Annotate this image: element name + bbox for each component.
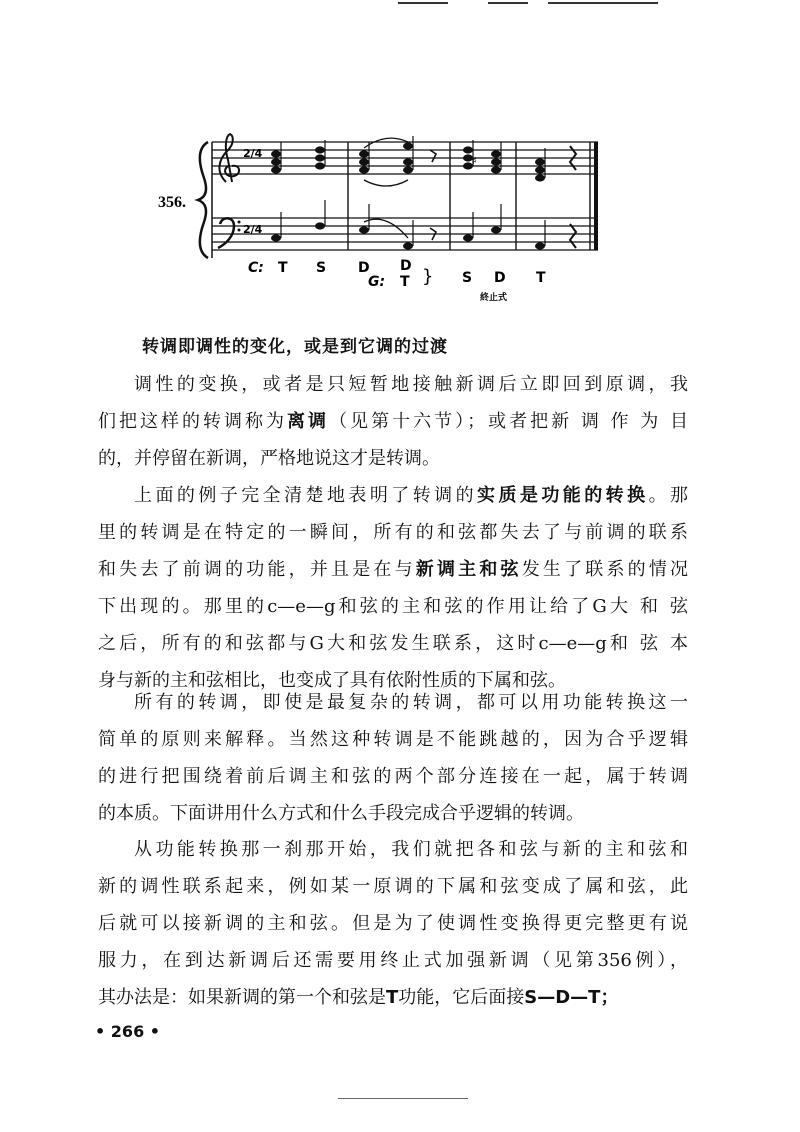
treble-chords bbox=[271, 142, 545, 181]
text-line: 的本质。下面讲用什么方式和什么手段完成合乎逻辑的转调。 bbox=[98, 803, 584, 824]
music-example-356 bbox=[150, 120, 610, 305]
svg-text:♯: ♯ bbox=[472, 156, 477, 167]
text-line: 从功能转换那一刹那开始，我们就把各和弦与新的主和弦和 bbox=[134, 839, 688, 860]
eighth-rest-treble bbox=[430, 150, 436, 162]
svg-text:S: S bbox=[462, 270, 473, 286]
paragraph-3 bbox=[98, 684, 688, 832]
bass-clef bbox=[218, 218, 234, 248]
svg-text:T: T bbox=[400, 274, 410, 290]
quarter-rest-bass bbox=[570, 224, 576, 248]
text-line: 调性的变换，或者是只短暂地接触新调后立即回到原调，我 bbox=[134, 374, 688, 395]
bass-time-signature: 2/4 bbox=[243, 223, 263, 236]
cadence-label: 終止式 bbox=[480, 293, 508, 303]
text-line: 所有的转调，即使是最复杂的转调，都可以用功能转换这一 bbox=[134, 692, 688, 713]
page-number: • 266 • bbox=[95, 1022, 160, 1041]
svg-text:D: D bbox=[358, 260, 370, 276]
text-line: 下出现的。那里的c—e—g和弦的主和弦的作用让给了G大 和 弦 bbox=[98, 596, 688, 617]
top-rule-2 bbox=[488, 2, 528, 4]
section-heading: 转调即调性的变化，或是到它调的过渡 bbox=[142, 337, 448, 357]
svg-text:}: } bbox=[422, 266, 434, 287]
bold-term: 离调 bbox=[287, 411, 330, 432]
slur-bass bbox=[364, 219, 408, 238]
grand-staff-brace bbox=[198, 142, 208, 258]
tie-middle bbox=[364, 180, 408, 186]
bold-term: 实质是功能的转换 bbox=[477, 485, 649, 506]
svg-text:S: S bbox=[316, 260, 327, 276]
text-line: 简单的原则来解释。当然这种转调是不能跳越的，因为合乎逻辑 bbox=[98, 729, 688, 750]
text-line: 服力，在到达新调后还需要用终止式加强新调（见第356例）， bbox=[98, 950, 688, 971]
svg-text:G:: G: bbox=[368, 274, 386, 290]
svg-text:D: D bbox=[494, 270, 506, 286]
text-line: 新的调性联系起来，例如某一原调的下属和弦变成了属和弦，此 bbox=[98, 876, 688, 897]
text-line: 的进行把围绕着前后调主和弦的两个部分连接在一起，属于转调 bbox=[98, 766, 688, 787]
bold-term: 新调主和弦 bbox=[415, 559, 522, 580]
text-line: 里的转调是在特定的一瞬间，所有的和弦都失去了与前调的联系 bbox=[98, 522, 688, 543]
treble-time-signature: 2/4 bbox=[243, 147, 263, 160]
example-number: 356. bbox=[158, 194, 186, 211]
top-rule-1 bbox=[398, 2, 448, 4]
text-line: 身与新的主和弦相比，也变成了具有依附性质的下属和弦。 bbox=[98, 670, 566, 691]
paragraph-4: 从功能转换那一刹那开始，我们就把各和弦与新的主和弦和 新的调性联系起来，例如某一原调的下属和弦变成了属和弦，此 后就可以接新调的主和弦。但是为了使调性变换得更完整更有说 服力，在到达新调后还需要用终止式加强新调（见第356例）， 其办法是：如果新调的第一个和弦是T功能，它后面接S—D—T； bbox=[98, 831, 688, 1016]
svg-text:T: T bbox=[536, 270, 546, 286]
text-line: 后就可以接新调的主和弦。但是为了使调性变换得更完整更有说 bbox=[98, 913, 688, 934]
top-rule-3 bbox=[548, 2, 658, 4]
text-line: 的，并停留在新调，严格地说这才是转调。 bbox=[98, 448, 440, 469]
svg-text:C:: C: bbox=[248, 260, 264, 276]
paragraph-2: 上面的例子完全清楚地表明了转调的实质是功能的转换。那 里的转调是在特定的一瞬间，所有的和弦都失去了与前调的联系 和失去了前调的功能，并且是在与新调主和弦发生了联系的情况 下出现的。那里的c—e—g和弦的主和弦的作用让给了G大 和 弦 之后，所有的和弦都与G大和弦发生联系，这时c—e—g和 弦 本 身与新的主和弦相比，也变成了具有依附性质的下属和弦。 bbox=[98, 477, 688, 699]
bottom-rule bbox=[338, 1098, 468, 1099]
function-labels bbox=[248, 258, 546, 290]
svg-text:T: T bbox=[278, 260, 288, 276]
paragraph-1: 调性的变换，或者是只短暂地接触新调后立即回到原调，我 们把这样的转调称为离调（见第十六节）；或者把新 调 作 为 目 的，并停留在新调，严格地说这才是转调。 bbox=[98, 366, 688, 477]
text-line: 之后，所有的和弦都与G大和弦发生联系，这时c—e—g和 弦 本 bbox=[98, 633, 688, 654]
slur-treble bbox=[364, 138, 408, 148]
svg-text:D: D bbox=[400, 258, 412, 274]
